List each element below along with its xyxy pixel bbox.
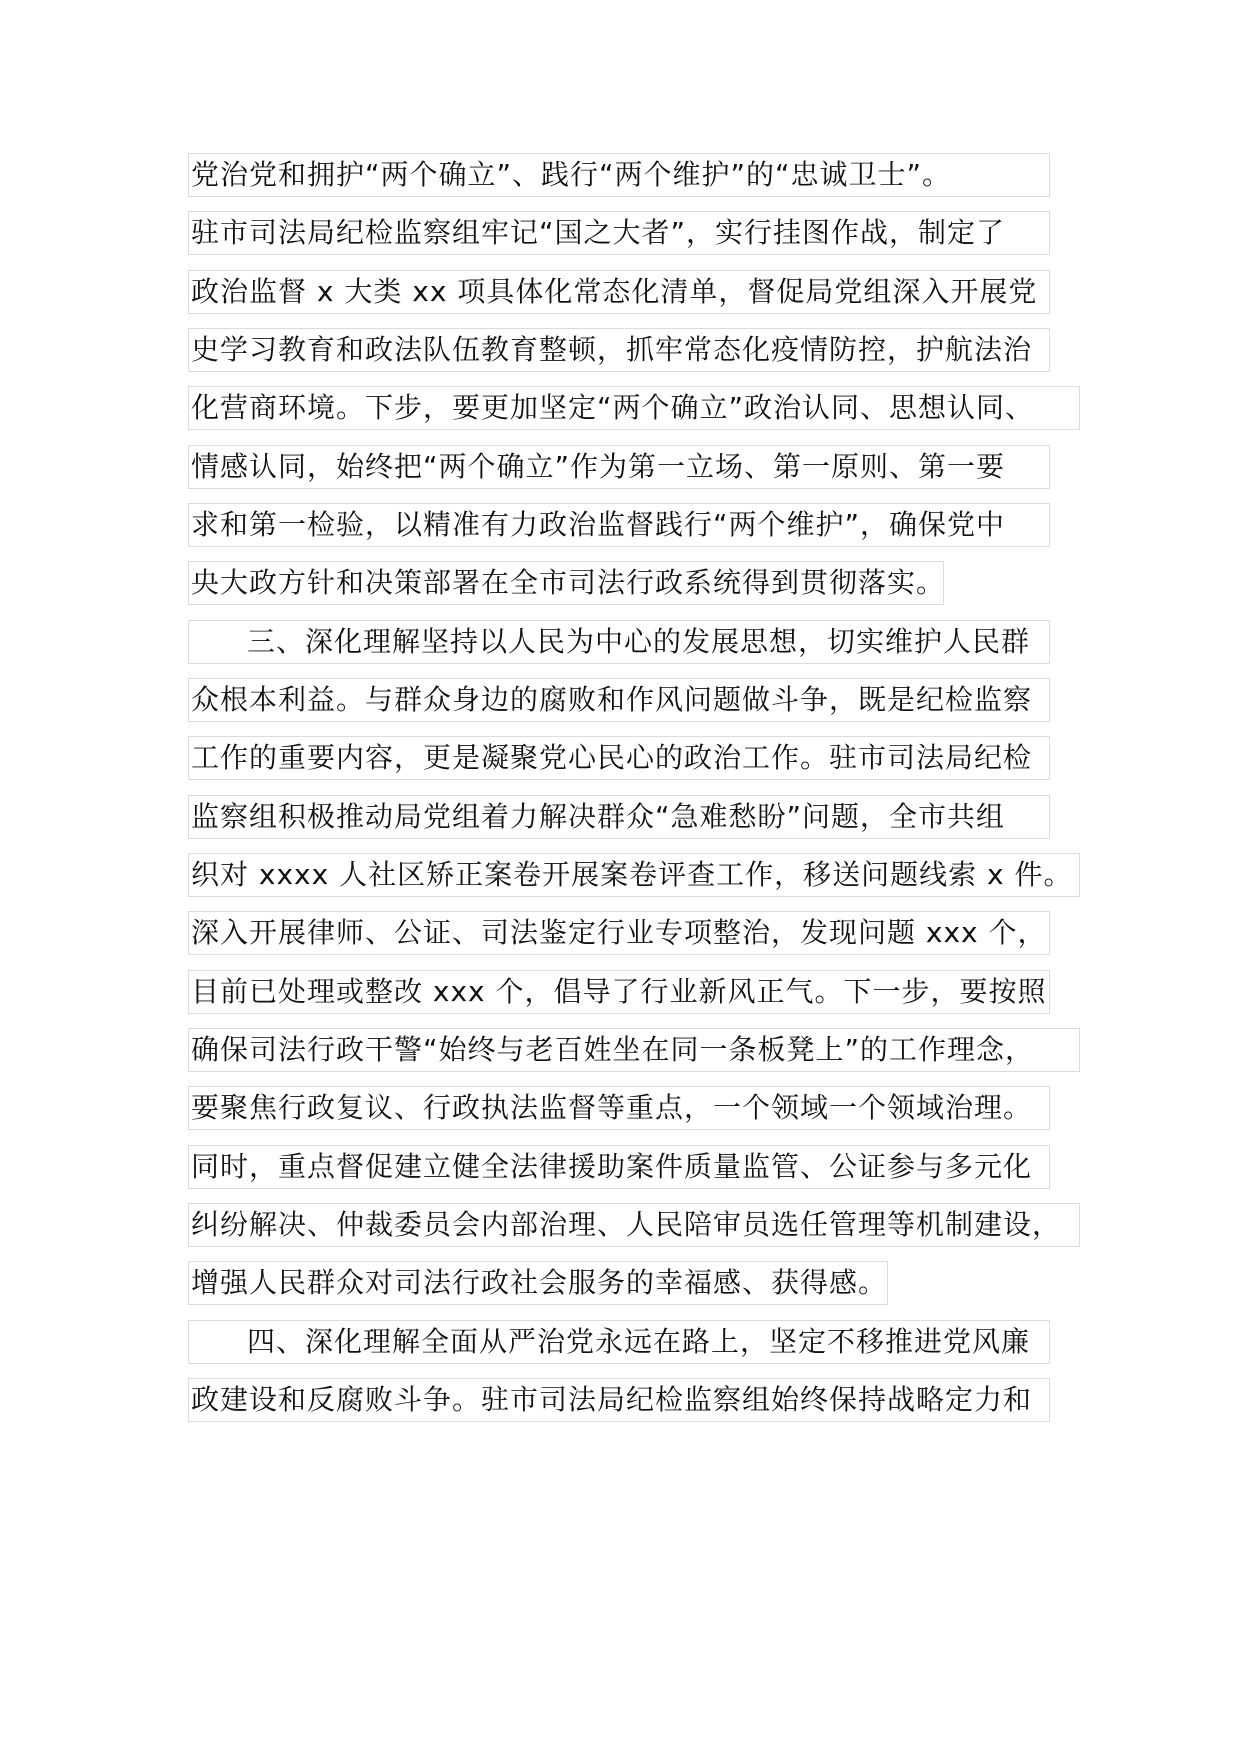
text-line: 驻市司法局纪检监察组牢记“国之大者”，实行挂图作战，制定了 <box>188 211 1050 255</box>
text-line: 情感认同，始终把“两个确立”作为第一立场、第一原则、第一要 <box>188 445 1050 489</box>
paragraph-heading-three: 三、深化理解坚持以人民为中心的发展思想，切实维护人民群 <box>188 620 1050 664</box>
text-line: 目前已处理或整改 xxx 个，倡导了行业新风正气。下一步，要按照 <box>188 970 1050 1014</box>
text-line: 化营商环境。下步，要更加坚定“两个确立”政治认同、思想认同、 <box>188 386 1080 430</box>
text-line: 政治监督 x 大类 xx 项具体化常态化清单，督促局党组深入开展党 <box>188 270 1050 314</box>
text-line: 要聚焦行政复议、行政执法监督等重点，一个领域一个领域治理。 <box>188 1086 1050 1130</box>
text-line: 工作的重要内容，更是凝聚党心民心的政治工作。驻市司法局纪检 <box>188 736 1050 780</box>
text-line: 同时，重点督促建立健全法律援助案件质量监管、公证参与多元化 <box>188 1145 1050 1189</box>
text-line: 求和第一检验，以精准有力政治监督践行“两个维护”，确保党中 <box>188 503 1050 547</box>
text-line: 政建设和反腐败斗争。驻市司法局纪检监察组始终保持战略定力和 <box>188 1378 1050 1422</box>
text-line: 央大政方针和决策部署在全市司法行政系统得到贯彻落实。 <box>188 561 944 605</box>
text-line: 织对 xxxx 人社区矫正案卷开展案卷评查工作，移送问题线索 x 件。 <box>188 853 1080 897</box>
text-line: 纠纷解决、仲裁委员会内部治理、人民陪审员选任管理等机制建设， <box>188 1203 1080 1247</box>
paragraph-heading-four: 四、深化理解全面从严治党永远在路上，坚定不移推进党风廉 <box>188 1320 1050 1364</box>
text-line: 众根本利益。与群众身边的腐败和作风问题做斗争，既是纪检监察 <box>188 678 1050 722</box>
text-line: 确保司法行政干警“始终与老百姓坐在同一条板凳上”的工作理念， <box>188 1028 1080 1072</box>
text-line: 党治党和拥护“两个确立”、践行“两个维护”的“忠诚卫士”。 <box>188 153 1050 197</box>
text-line: 深入开展律师、公证、司法鉴定行业专项整治，发现问题 xxx 个， <box>188 911 1050 955</box>
text-line: 史学习教育和政法队伍教育整顿，抓牢常态化疫情防控，护航法治 <box>188 328 1050 372</box>
text-line: 增强人民群众对司法行政社会服务的幸福感、获得感。 <box>188 1261 888 1305</box>
text-line: 监察组积极推动局党组着力解决群众“急难愁盼”问题，全市共组 <box>188 795 1050 839</box>
